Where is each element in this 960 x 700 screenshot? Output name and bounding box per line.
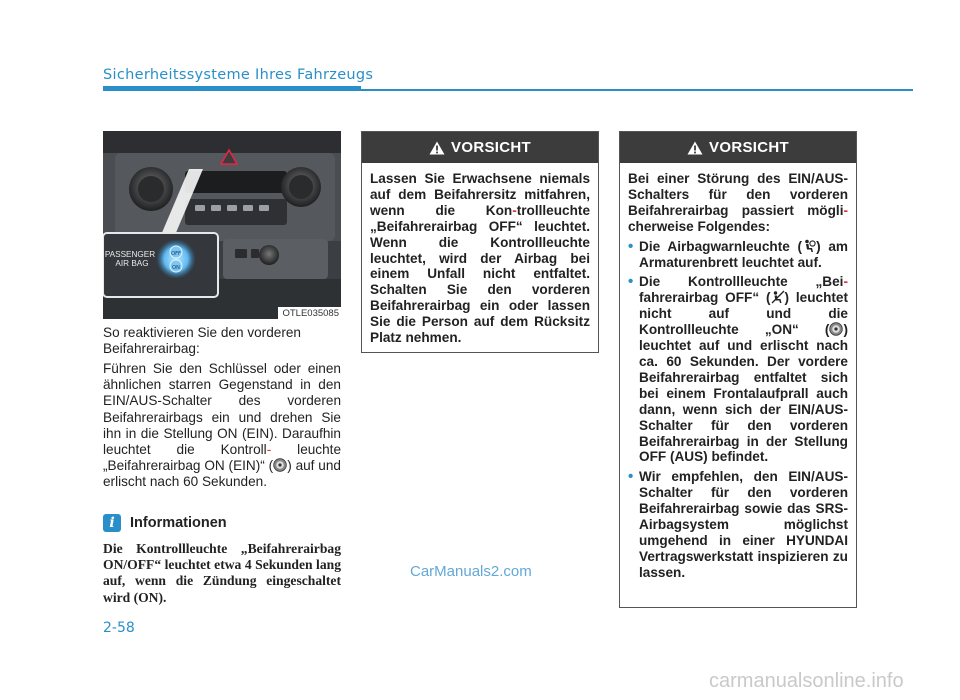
watermark-footer: carmanualsonline.info <box>709 670 904 692</box>
caution-header <box>362 132 598 163</box>
airbag-on-indicator-icon <box>829 322 843 336</box>
list-item <box>628 469 848 580</box>
caution2-hyphen: - <box>843 202 848 218</box>
bullet2-text-a: Die Kontrollleuchte „Bei <box>639 274 844 290</box>
page-number: 2-58 <box>103 620 135 636</box>
caution2-list <box>628 239 848 581</box>
bullet2-text-c: ) leuchtet nicht auf und die Kontrollleuchte „ON“ ( <box>639 290 848 338</box>
caution2-intro-a: Bei einer Störung des EIN/AUS-Schalters für den vorderen Beifahrerairbag passiert mögli <box>628 171 848 218</box>
steps-hyphen: - <box>266 442 272 458</box>
svg-text:ON: ON <box>172 265 180 271</box>
section-title: Sicherheitssysteme Ihres Fahrzeugs <box>103 67 374 83</box>
bullet2-text-d: ) leuchtet auf und erlischt nach ca. 60 Sekunden. Der vordere Beifahrerairbag entfaltet sich bei einem Frontalaufprall auch dann, wenn sich der EIN/AUS-Schalter für den vorderen Beifahrerairbag in der Stellung OFF (AUS) befindet. <box>639 322 848 465</box>
list-item <box>628 274 848 465</box>
info-header <box>103 514 227 532</box>
steps-text-b: leuchte „Beifahrerairbag ON (EIN)“ ( <box>103 442 342 474</box>
caution2-intro-b: cherweise Folgendes: <box>628 218 771 234</box>
caution-text <box>362 163 598 346</box>
info-icon: i <box>103 514 121 532</box>
bullet1-text-a: Die Airbagwarnleuchte ( <box>639 238 803 254</box>
caution1-text-a: Lassen Sie Erwachsene niemals auf dem Beifahrersitz mitfahren, wenn die Kon <box>370 171 590 218</box>
caution-box-malfunction <box>619 131 857 608</box>
warning-triangle-icon <box>429 141 445 155</box>
steps-text-c: ) auf und erlischt nach 60 Sekunden. <box>103 458 341 490</box>
watermark-link[interactable]: CarManuals2.com <box>410 563 532 580</box>
list-item <box>628 239 848 271</box>
steps-text-a: Führen Sie den Schlüssel oder einen ähnlichen starren Gegenstand in den EIN/AUS-Schalter des vorderen Beifahrerairbags ein und drehen Sie ihn in die Stellung ON (EIN). Daraufhin leuchtet die Kontroll <box>103 361 341 458</box>
photo-label-line2: AIR BAG <box>115 259 149 268</box>
paragraph-reactivate-intro: So reaktivieren Sie den vorderen Beifahrerairbag: <box>103 325 301 357</box>
airbag-off-indicator-icon <box>771 290 785 304</box>
image-code: OTLE035085 <box>278 307 341 319</box>
photo-label-line1: PASSENGER <box>104 250 156 259</box>
caution-header <box>620 132 856 163</box>
bullet2-hyphen: - <box>843 274 848 290</box>
caution-title: VORSICHT <box>451 139 531 156</box>
paragraph-reactivate-steps <box>103 361 341 491</box>
bullet3-text: Wir empfehlen, den EIN/AUS-Schalter für den vorderen Beifahrerairbag sowie das SRS-Airbagsystem möglichst umgehend in einer HYUNDAI Vertragswerkstatt inspizieren zu lassen. <box>639 469 848 580</box>
airbag-warning-icon <box>802 239 816 253</box>
dashboard-illustration <box>103 131 341 319</box>
caution-box-adults <box>361 131 599 353</box>
caution2-intro <box>628 171 848 235</box>
info-text: Die Kontrollleuchte „Beifahrerairbag ON/OFF“ leuchtet etwa 4 Sekunden lang auf, wenn die Zündung eingeschaltet wird (ON). <box>103 541 341 605</box>
header-rule <box>103 89 913 91</box>
caution1-text-b: trollleuchte „Beifahrerairbag OFF“ leuchtet. Wenn die Kontrollleuchte leuchtet, wird der Airbag bei einem Unfall nicht entfaltet. Schalten Sie den vorderen Beifahrerairbag ein oder lassen Sie die Person auf dem Rücksitz Platz nehmen. <box>370 202 590 346</box>
caution-text <box>620 163 856 581</box>
bullet2-text-b: fahrerairbag OFF“ ( <box>639 290 771 306</box>
bullet1-text-b: ) am Armaturenbrett leuchtet auf. <box>639 238 848 270</box>
airbag-on-indicator-icon <box>273 458 287 472</box>
caution1-hyphen: - <box>512 202 517 218</box>
dashboard-photo <box>103 131 341 319</box>
caution-title: VORSICHT <box>709 139 789 156</box>
svg-text:OFF: OFF <box>171 251 181 257</box>
info-title: Informationen <box>130 515 227 531</box>
warning-triangle-icon <box>687 141 703 155</box>
